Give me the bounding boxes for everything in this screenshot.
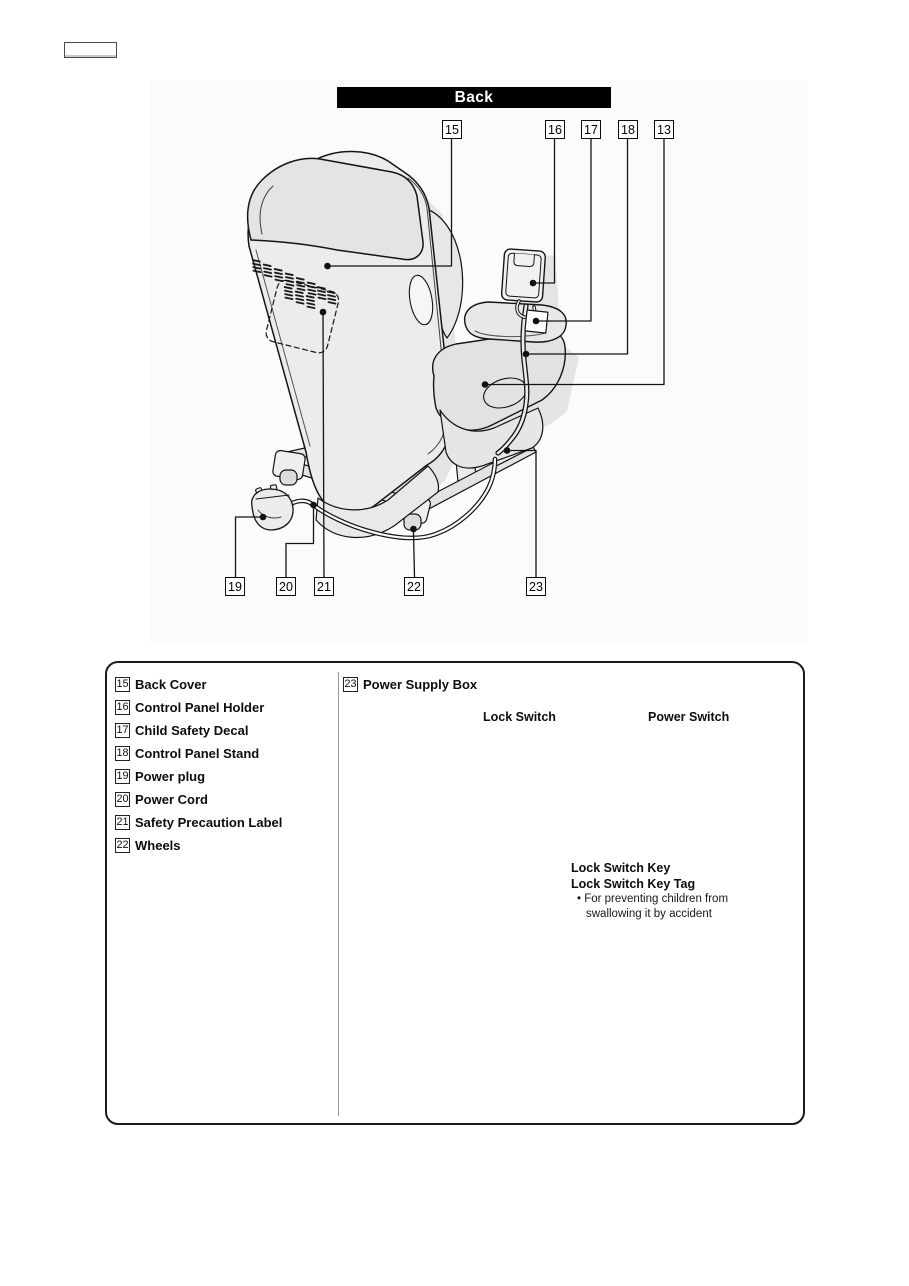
key-tag-note-line1: • For preventing children from [577, 893, 729, 905]
callout-box-21: 21 [314, 577, 334, 596]
legend-divider [338, 672, 339, 1116]
diagram-title-bar [337, 87, 611, 108]
legend-label-child-safety-decal: Child Safety Decal [135, 722, 249, 738]
legend-num-16: 16 [116, 701, 129, 713]
power-switch-label: Power Switch [648, 710, 730, 724]
lock-switch-key-label: Lock Switch Key [571, 861, 671, 875]
legend-row-20 [115, 791, 208, 807]
legend-label-back-cover: Back Cover [135, 676, 207, 692]
legend-label-power-supply-box: Power Supply Box [363, 676, 478, 692]
legend-num-23: 23 [344, 678, 357, 690]
legend-row-19 [115, 768, 205, 784]
legend-num-22: 22 [116, 839, 129, 851]
legend-num-17: 17 [116, 724, 129, 736]
legend-num-19: 19 [116, 770, 129, 782]
lock-switch-key-tag-label: Lock Switch Key Tag [571, 877, 696, 891]
legend-label-wheels: Wheels [135, 837, 181, 853]
callout-box-17: 17 [581, 120, 601, 139]
legend-row-15 [115, 676, 207, 692]
callout-box-13: 13 [654, 120, 674, 139]
legend-row-21 [115, 814, 282, 830]
legend-label-power-plug: Power plug [135, 768, 206, 784]
callout-box-22: 22 [404, 577, 424, 596]
legend-num-20: 20 [116, 793, 129, 805]
legend-label-power-cord: Power Cord [135, 791, 208, 807]
callout-box-19: 19 [225, 577, 245, 596]
callout-box-18: 18 [618, 120, 638, 139]
lock-switch-label: Lock Switch [483, 710, 556, 724]
legend-label-control-panel-stand: Control Panel Stand [135, 745, 260, 761]
legend-row-16 [115, 699, 264, 715]
control-panel-holder [501, 249, 545, 303]
diagram-title: Back [454, 88, 494, 106]
callout-box-16: 16 [545, 120, 565, 139]
legend-row-18 [115, 745, 259, 761]
callout-box-20: 20 [276, 577, 296, 596]
key-tag-note-line2: swallowing it by accident [586, 908, 712, 920]
caster-left [280, 470, 297, 485]
legend-num-21: 21 [116, 816, 129, 828]
legend-row-22 [115, 837, 181, 853]
legend-num-15: 15 [116, 678, 129, 690]
legend-label-safety-precaution-label: Safety Precaution Label [135, 814, 283, 830]
legend-row-23 [343, 676, 477, 692]
legend-num-18: 18 [116, 747, 129, 759]
callout-box-23: 23 [526, 577, 546, 596]
legend-row-17 [115, 722, 248, 738]
callout-box-15: 15 [442, 120, 462, 139]
legend-label-control-panel-holder: Control Panel Holder [135, 699, 265, 715]
